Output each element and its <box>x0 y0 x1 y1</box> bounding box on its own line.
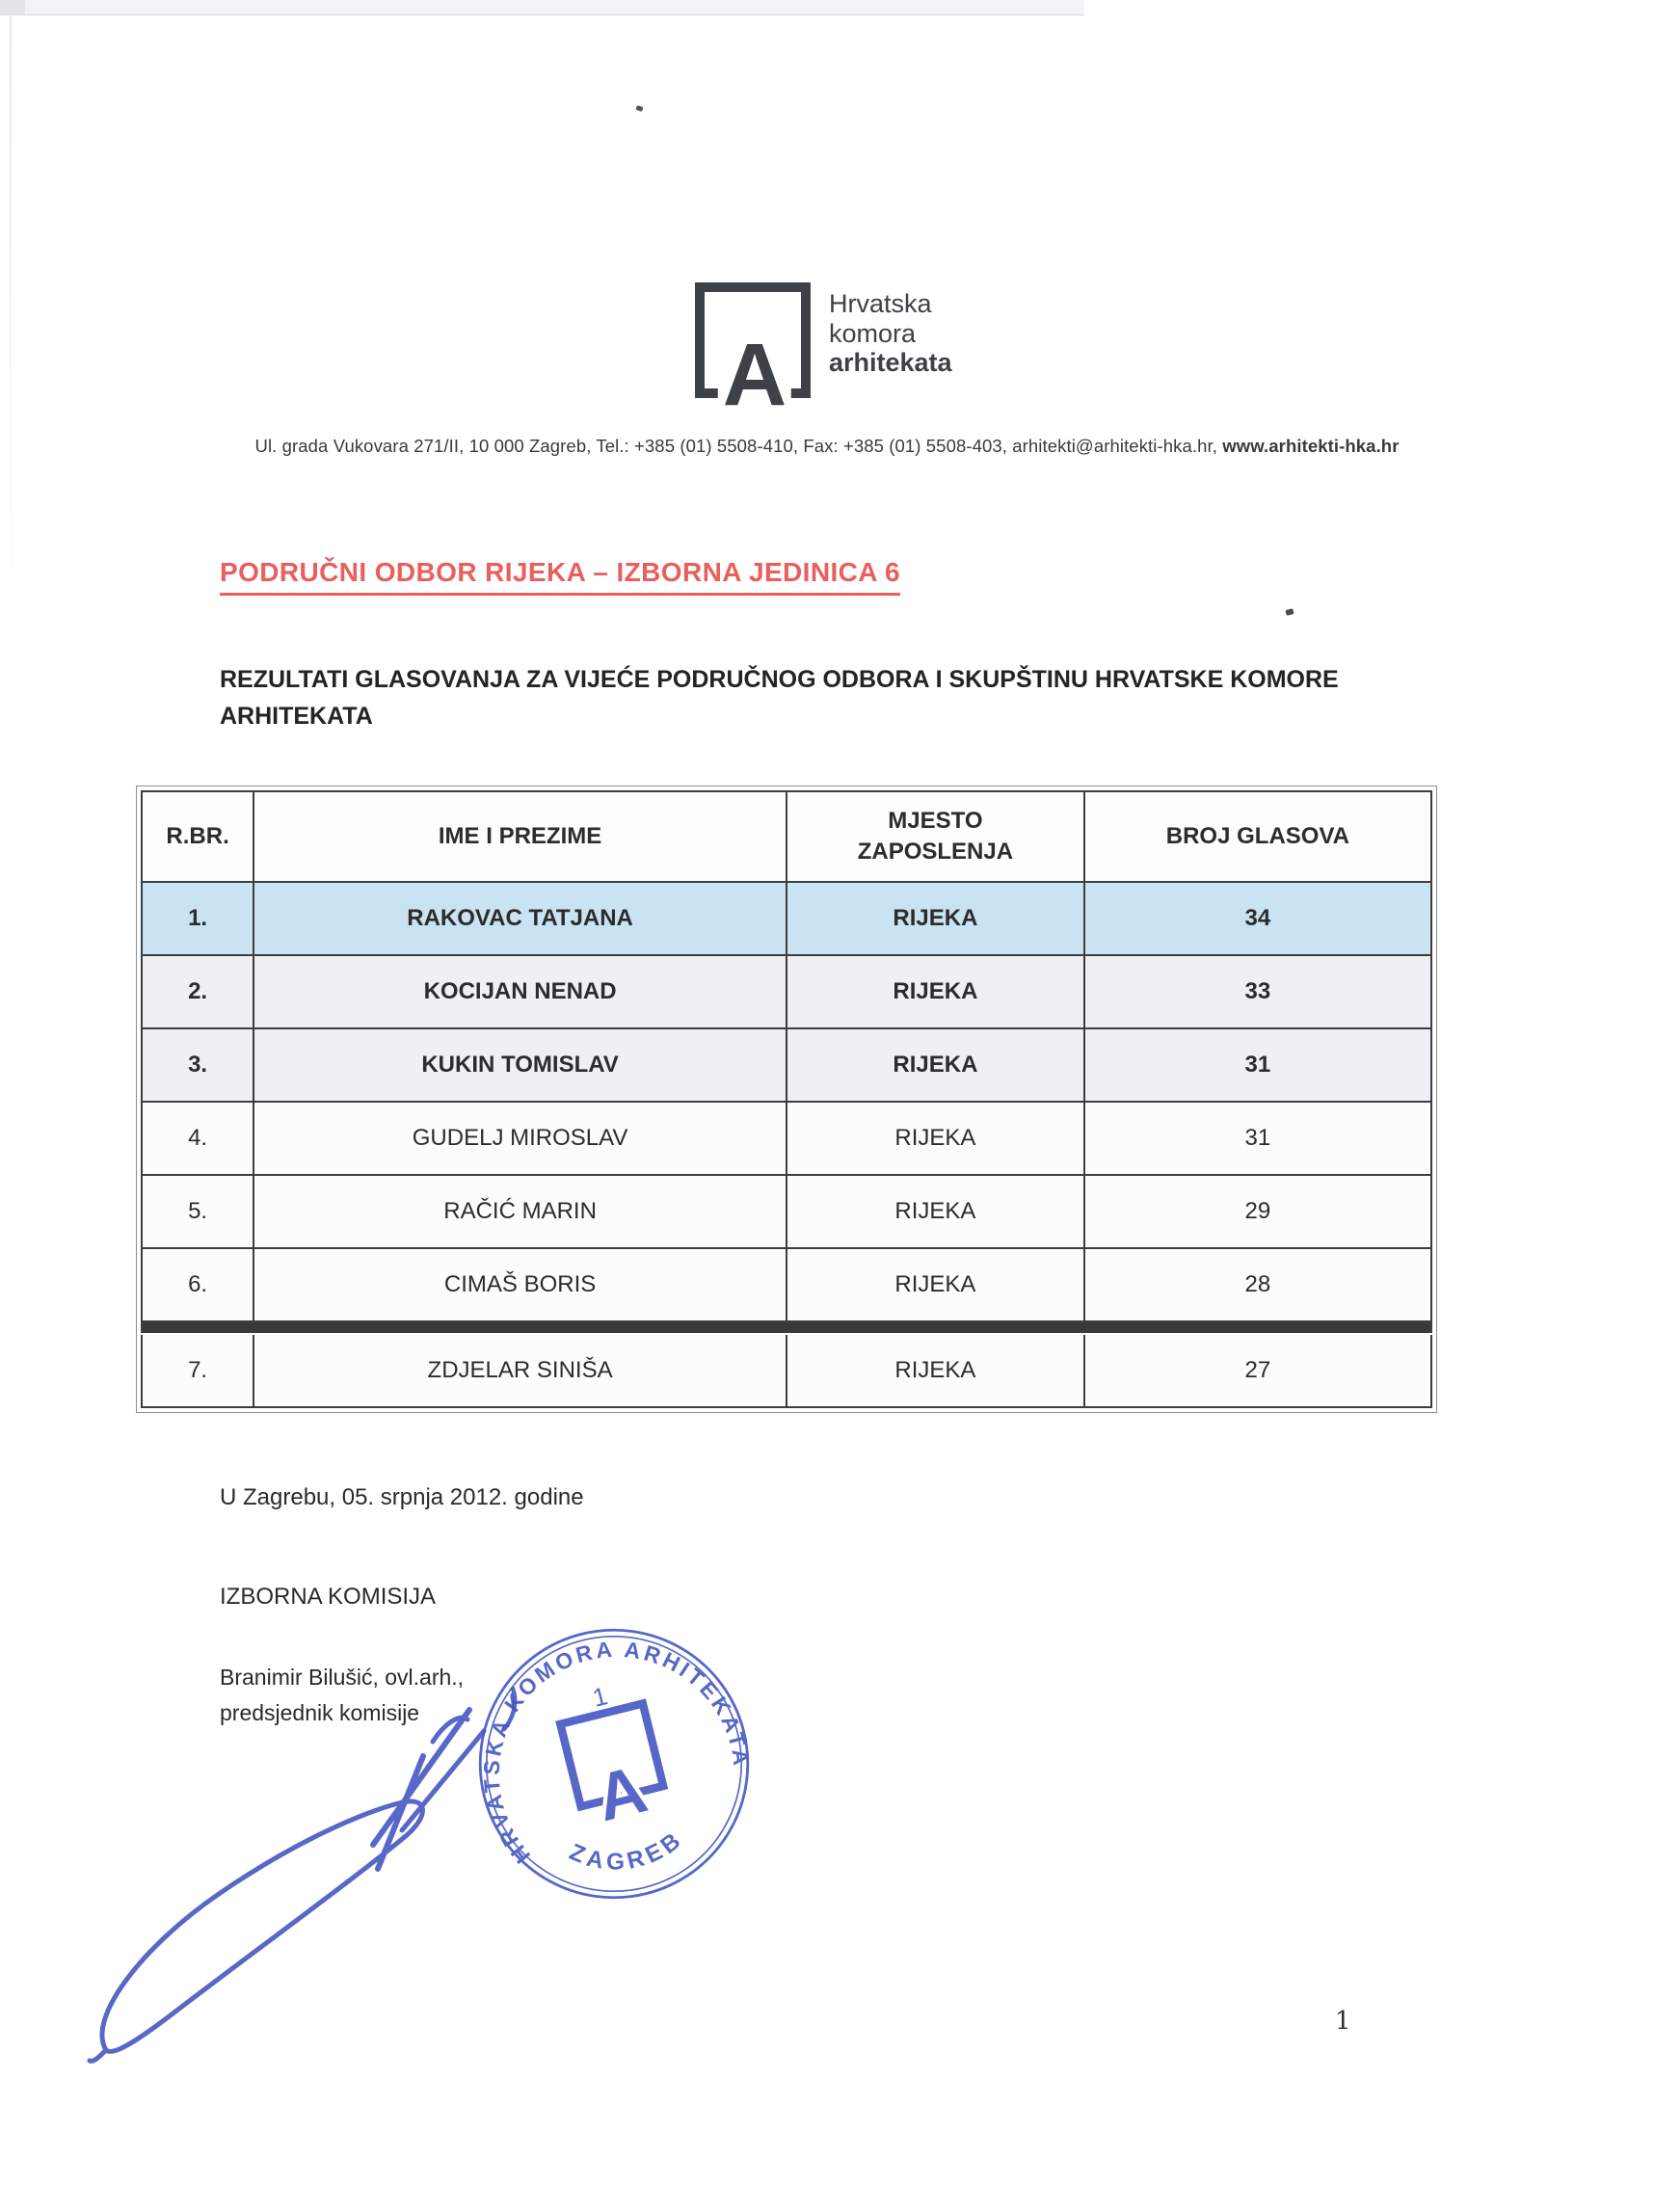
document-title: PODRUČNI ODBOR RIJEKA – IZBORNA JEDINICA 6 <box>220 557 900 596</box>
votes-cell: 31 <box>1084 1028 1431 1102</box>
votes-cell: 33 <box>1084 955 1431 1028</box>
header-cell-rank: R.BR. <box>142 791 253 882</box>
name-cell: RAKOVAC TATJANA <box>253 882 787 955</box>
header-cell-votes: BROJ GLASOVA <box>1084 791 1431 882</box>
scan-edge-artifact <box>10 14 12 631</box>
ink-speck <box>1285 608 1294 616</box>
table-row <box>142 1334 1431 1407</box>
header-row <box>142 791 1431 882</box>
name-cell: ZDJELAR SINIŠA <box>253 1334 787 1407</box>
logo-word-line: komora <box>829 318 917 348</box>
name-cell: CIMAŠ BORIS <box>253 1248 787 1321</box>
signer-name: Branimir Bilušić, ovl.arh., <box>220 1665 465 1690</box>
commission-label: IZBORNA KOMISIJA <box>220 1584 437 1610</box>
address-text: Ul. grada Vukovara 271/II, 10 000 Zagreb, Tel.: +385 (01) 5508-410, Fax: +385 (01) 5508-403, arhitekti@arhitekti-hka.hr, <box>254 436 1223 456</box>
stamp-arc-top-text: HRVATSKA KOMORA ARHITEKATA <box>478 1636 755 1869</box>
rank-cell: 1. <box>142 882 253 955</box>
votes-cell: 31 <box>1084 1102 1431 1175</box>
table-row <box>142 955 1431 1028</box>
rank-cell: 4. <box>142 1102 253 1175</box>
signer-role: predsjednik komisije <box>220 1700 420 1725</box>
results-table-header <box>142 791 1431 882</box>
rank-cell: 6. <box>142 1248 253 1321</box>
table-row <box>142 1248 1431 1321</box>
hka-logo-letter: A <box>718 334 791 416</box>
name-cell: GUDELJ MIROSLAV <box>253 1102 787 1175</box>
ink-speck <box>635 105 643 112</box>
rank-cell: 7. <box>142 1334 253 1407</box>
hka-round-stamp <box>469 1619 759 1908</box>
stamp-number: 1 <box>589 1681 611 1713</box>
header-cell-name: IME I PREZIME <box>253 791 787 882</box>
votes-cell: 29 <box>1084 1175 1431 1248</box>
name-cell: RAČIĆ MARIN <box>253 1175 787 1248</box>
rank-cell: 3. <box>142 1028 253 1102</box>
logo-word-line: Hrvatska <box>829 289 932 318</box>
rank-cell: 2. <box>142 955 253 1028</box>
date-line: U Zagrebu, 05. srpnja 2012. godine <box>220 1484 584 1510</box>
letterhead-address <box>0 436 1654 457</box>
scan-edge-artifact <box>0 0 1084 15</box>
city-cell: RIJEKA <box>787 1248 1084 1321</box>
hka-logo-wordmark <box>829 289 952 378</box>
scan-corner-artifact <box>0 0 25 14</box>
city-cell: RIJEKA <box>787 1334 1084 1407</box>
city-cell: RIJEKA <box>787 1028 1084 1102</box>
stamp-arc-bottom-text: ZAGREB <box>565 1826 689 1876</box>
stamp-letter: A <box>588 1750 654 1836</box>
votes-cell: 28 <box>1084 1248 1431 1321</box>
page-number: 1 <box>1335 2007 1351 2036</box>
results-table <box>141 790 1432 1408</box>
name-cell: KOCIJAN NENAD <box>253 955 787 1028</box>
votes-cell: 34 <box>1084 882 1431 955</box>
table-thick-separator <box>142 1321 1431 1334</box>
header-cell-city <box>787 791 1084 882</box>
city-cell: RIJEKA <box>787 955 1084 1028</box>
table-row <box>142 1028 1431 1102</box>
votes-cell: 27 <box>1084 1334 1431 1407</box>
city-cell: RIJEKA <box>787 1175 1084 1248</box>
table-row <box>142 1175 1431 1248</box>
logo-word-line: arhitekata <box>829 348 952 377</box>
city-cell: RIJEKA <box>787 1102 1084 1175</box>
website-text: www.arhitekti-hka.hr <box>1222 436 1400 456</box>
rank-cell: 5. <box>142 1175 253 1248</box>
table-row <box>142 1102 1431 1175</box>
document-subtitle: REZULTATI GLASOVANJA ZA VIJEĆE PODRUČNOG ODBORA I SKUPŠTINU HRVATSKE KOMORE ARHITEKATA <box>220 666 1339 730</box>
table-row <box>142 882 1431 955</box>
table-thick-separator-bar <box>142 1321 1431 1334</box>
header-cell-city-text: MJESTO ZAPOSLENJA <box>857 807 1014 865</box>
results-table-body <box>142 882 1431 1407</box>
name-cell: KUKIN TOMISLAV <box>253 1028 787 1102</box>
city-cell: RIJEKA <box>787 882 1084 955</box>
